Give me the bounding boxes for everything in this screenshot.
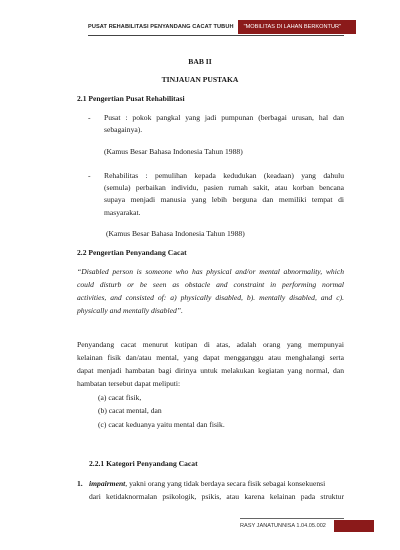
bullet-dash: - xyxy=(88,113,91,122)
page-footer xyxy=(240,520,374,532)
header-left-title: PUSAT REHABILITASI PENYANDANG CACAT TUBUH xyxy=(88,24,234,30)
chapter-title: TINJAUAN PUSTAKA xyxy=(161,75,239,84)
section-2-1-heading: 2.1 Pengertian Pusat Rehabilitasi xyxy=(77,94,185,103)
section-2-2-heading: 2.2 Pengertian Penyandang Cacat xyxy=(77,248,187,257)
footer-divider xyxy=(240,518,344,519)
definition-rehabilitas-line: masyarakat. xyxy=(104,208,141,217)
paragraph-line: Penyandang cacat menurut kutipan di atas, adalah orang yang mempunyai xyxy=(77,340,344,349)
header-divider xyxy=(88,35,344,36)
definition-rehabilitas-line: supaya menjadi manusia yang lebih berguna dan memiliki tempat di xyxy=(104,195,344,204)
paragraph-line: dapat menjadi hambatan bagi dirinya untuk melakukan kegiatan yang normal, dan xyxy=(77,366,344,375)
bullet-dash: - xyxy=(88,171,91,180)
quote-line: could disturb or be seen as obstacle and constraint in performing normal xyxy=(77,280,344,289)
definition-pusat-source: (Kamus Besar Bahasa Indonesia Tahun 1988) xyxy=(104,147,243,156)
category-item-line xyxy=(89,479,344,489)
chapter-number: BAB II xyxy=(188,57,212,66)
paragraph-line: kelainan fisik dan/atau mental, yang dapat mengganggu atau menghalangi serta xyxy=(77,353,344,362)
list-item: (b) cacat mental, dan xyxy=(98,406,162,415)
category-term: impairment xyxy=(89,479,126,488)
header-right-banner: "MOBILITAS DI LAHAN BERKONTUR" xyxy=(238,20,356,34)
definition-rehabilitas-source: (Kamus Besar Bahasa Indonesia Tahun 1988) xyxy=(106,229,245,238)
footer-accent-bar xyxy=(334,520,374,532)
list-item: (a) cacat fisik, xyxy=(98,393,142,402)
quote-line: “Disabled person is someone who has physical and/or mental abnormality, which xyxy=(77,267,344,276)
quote-line: physically and mentally disabled”. xyxy=(77,306,183,315)
section-2-2-1-heading: 2.2.1 Kategori Penyandang Cacat xyxy=(89,459,198,468)
definition-pusat-line: sebagainya). xyxy=(104,125,143,134)
category-item-line: dari ketidaknormalan psikologik, psikis, atau karena kelainan pada struktur xyxy=(89,492,344,501)
category-definition-text: , yakni orang yang tidak berdaya secara fisik sebagai konsekuensi xyxy=(125,479,326,488)
category-item-number: 1. xyxy=(77,479,83,488)
list-item: (c) cacat keduanya yaitu mental dan fisik. xyxy=(98,420,225,429)
page-header xyxy=(88,20,356,34)
footer-author: RASY JANATUNNISA 1.04.05.002 xyxy=(240,523,326,529)
definition-rehabilitas-line: Rehabilitas : pemulihan kepada kedudukan (keadaan) yang dahulu xyxy=(104,171,344,180)
quote-line: activities, and consisted of: a) physically disabled, b). mentally disabled, and c). xyxy=(77,293,344,302)
paragraph-line: hambatan tersebut dapat meliputi: xyxy=(77,379,181,388)
definition-rehabilitas-line: (semula) perbaikan individu, pasien rumah sakit, atau korban bencana xyxy=(104,183,344,192)
definition-pusat-line: Pusat : pokok pangkal yang jadi pumpunan (berbagai urusan, hal dan xyxy=(104,113,344,122)
